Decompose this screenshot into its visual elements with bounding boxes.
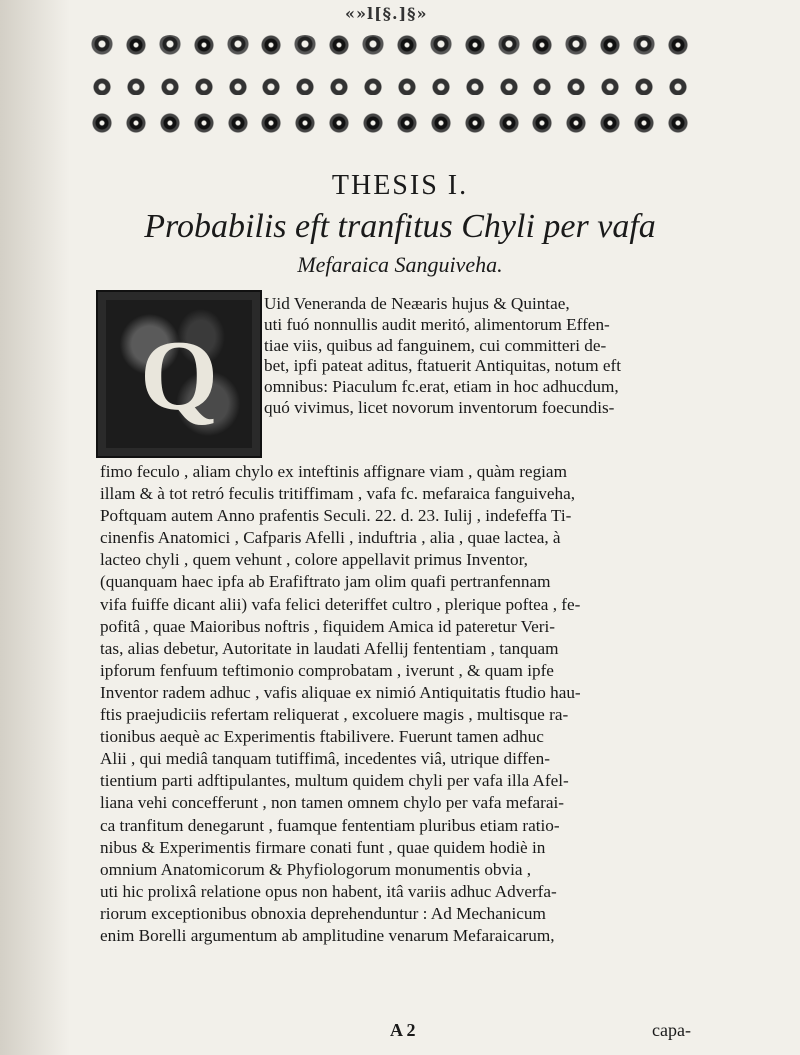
text-line: vifa fuiffe dicant alii) vafa felici deteriffet cultro , plerique poftea , fe- — [100, 594, 581, 614]
ornament-icon — [327, 35, 351, 55]
ornament-row-3 — [90, 112, 690, 134]
ornament-icon — [327, 75, 351, 95]
ornament-icon — [666, 35, 690, 55]
text-line: Poftquam autem Anno prafentis Seculi. 22. d. 23. Iulij , indefeffa Ti- — [100, 506, 572, 526]
ornament-icon — [226, 35, 250, 55]
ornament-icon — [158, 75, 182, 95]
ornament-icon — [90, 113, 114, 133]
text-line: ipforum fenfuum teftimonio comprobatam , iverunt , & quam ipfe — [100, 660, 554, 680]
ornament-icon — [497, 35, 521, 55]
ornament-icon — [361, 35, 385, 55]
ornament-icon — [429, 113, 453, 133]
text-line: ca tranfitum denegarunt , fuamque fententiam pluribus etiam ratio- — [100, 815, 560, 835]
ornament-icon — [598, 113, 622, 133]
text-line: uti fuó nonnullis audit meritó, alimentorum Effen- — [264, 314, 610, 334]
ornament-icon — [463, 75, 487, 95]
ornament-icon — [632, 35, 656, 55]
ornament-icon — [666, 75, 690, 95]
ornament-icon — [497, 75, 521, 95]
signature-mark: A 2 — [390, 1020, 416, 1040]
ornament-row-1 — [90, 34, 690, 56]
ornament-icon — [530, 75, 554, 95]
library-stamp: «»l[§.]§» — [345, 4, 428, 23]
ornament-icon — [158, 113, 182, 133]
text-line: riorum exceptionibus obnoxia deprehenduntur : Ad Mechanicum — [100, 903, 546, 923]
ornament-icon — [259, 35, 283, 55]
ornament-icon — [192, 113, 216, 133]
ornament-icon — [632, 113, 656, 133]
ornament-icon — [564, 75, 588, 95]
ornament-row-2 — [90, 74, 690, 96]
page-edge-shadow — [0, 0, 70, 1055]
text-line: illam & à tot retró feculis tritiffimam , vafa fc. mefaraica fanguiveha, — [100, 484, 575, 504]
ornament-icon — [158, 35, 182, 55]
ornament-icon — [90, 35, 114, 55]
text-line: enim Borelli argumentum ab amplitudine venarum Mefaraicarum, — [100, 925, 555, 945]
text-line: uti hic prolixâ relatione opus non habent, itâ variis adhuc Adverfa- — [100, 881, 557, 901]
text-line: tionibus aequè ac Experimentis ftabilivere. Fuerunt tamen adhuc — [100, 727, 544, 747]
ornament-icon — [259, 113, 283, 133]
ornament-icon — [463, 113, 487, 133]
ornament-icon — [429, 35, 453, 55]
text-line: quó vivimus, licet novorum inventorum foecundis- — [264, 397, 615, 417]
ornament-icon — [90, 75, 114, 95]
ornament-icon — [666, 113, 690, 133]
initial-letter: Q — [140, 320, 218, 431]
ornament-icon — [395, 35, 419, 55]
text-line: tas, alias debetur, Autoritate in laudati Afellij fententiam , tanquam — [100, 638, 559, 658]
body-text-top — [264, 294, 714, 419]
ornament-icon — [361, 75, 385, 95]
text-line: liana vehi concefferunt , non tamen omnem chylo per vafa mefarai- — [100, 793, 565, 813]
ornament-icon — [192, 35, 216, 55]
ornament-icon — [463, 35, 487, 55]
thesis-subtitle: Mefaraica Sanguiveha. — [297, 252, 503, 277]
ornament-icon — [564, 35, 588, 55]
ornament-icon — [124, 35, 148, 55]
page-footer — [0, 1020, 800, 1050]
ornament-icon — [598, 35, 622, 55]
thesis-heading: THESIS I. — [331, 170, 469, 201]
ornament-icon — [124, 75, 148, 95]
ornament-icon — [327, 113, 351, 133]
text-line: tientium parti adftipulantes, multum quidem chyli per vafa illa Afel- — [100, 771, 569, 791]
ornament-icon — [395, 75, 419, 95]
text-line: nibus & Experimentis firmare conati funt , quae quidem hodiè in — [100, 837, 546, 857]
ornament-icon — [497, 113, 521, 133]
ornament-icon — [192, 75, 216, 95]
ornament-icon — [598, 75, 622, 95]
ornament-icon — [226, 113, 250, 133]
text-line: tiae viis, quibus ad fanguinem, cui committeri de- — [264, 335, 607, 355]
text-line: pofitâ , quae Maioribus noftris , fiquidem Amica id pateretur Veri- — [100, 616, 556, 636]
ornament-icon — [226, 75, 250, 95]
ornament-icon — [530, 35, 554, 55]
ornament-icon — [429, 75, 453, 95]
text-line: Inventor radem adhuc , vafis aliquae ex nimió Antiquitatis ftudio hau- — [100, 682, 581, 702]
decorated-initial — [96, 290, 262, 458]
text-line: (quanquam haec ipfa ab Erafiftrato jam olim quafi pertranfennam — [100, 572, 551, 592]
catchword: capa- — [652, 1020, 691, 1040]
ornament-icon — [293, 113, 317, 133]
ornament-icon — [632, 75, 656, 95]
ornament-icon — [293, 35, 317, 55]
ornament-icon — [564, 113, 588, 133]
text-line: omnibus: Piaculum fc.erat, etiam in hoc adhucdum, — [264, 377, 619, 397]
text-line: Uid Veneranda de Neæaris hujus & Quintae, — [264, 294, 570, 313]
ornament-icon — [395, 113, 419, 133]
body-text-main — [100, 461, 716, 947]
ornament-icon — [259, 75, 283, 95]
text-line: Alii , qui mediâ tanquam tutiffimâ, incedentes viâ, utrique diffen- — [100, 749, 550, 769]
text-line: omnium Anatomicorum & Phyfiologorum monumentis obvia , — [100, 859, 532, 879]
text-line: bet, ipfi pateat aditus, ftatuerit Antiquitas, notum eft — [264, 356, 622, 376]
text-line: cinenfis Anatomici , Cafparis Afelli , induftria , alia , quae lactea, à — [100, 528, 561, 548]
ornament-icon — [530, 113, 554, 133]
text-line: fimo feculo , aliam chylo ex inteftinis affignare viam , quàm regiam — [100, 462, 567, 481]
thesis-title: Probabilis eft tranfitus Chyli per vafa — [144, 208, 656, 245]
ornament-icon — [124, 113, 148, 133]
ornament-icon — [293, 75, 317, 95]
text-line: lacteo chyli , quem vehunt , colore appellavit primus Inventor, — [100, 550, 528, 570]
ornament-icon — [361, 113, 385, 133]
text-line: ftis praejudiciis refertam reliquerat , excoluere magis , multisque ra- — [100, 705, 569, 725]
